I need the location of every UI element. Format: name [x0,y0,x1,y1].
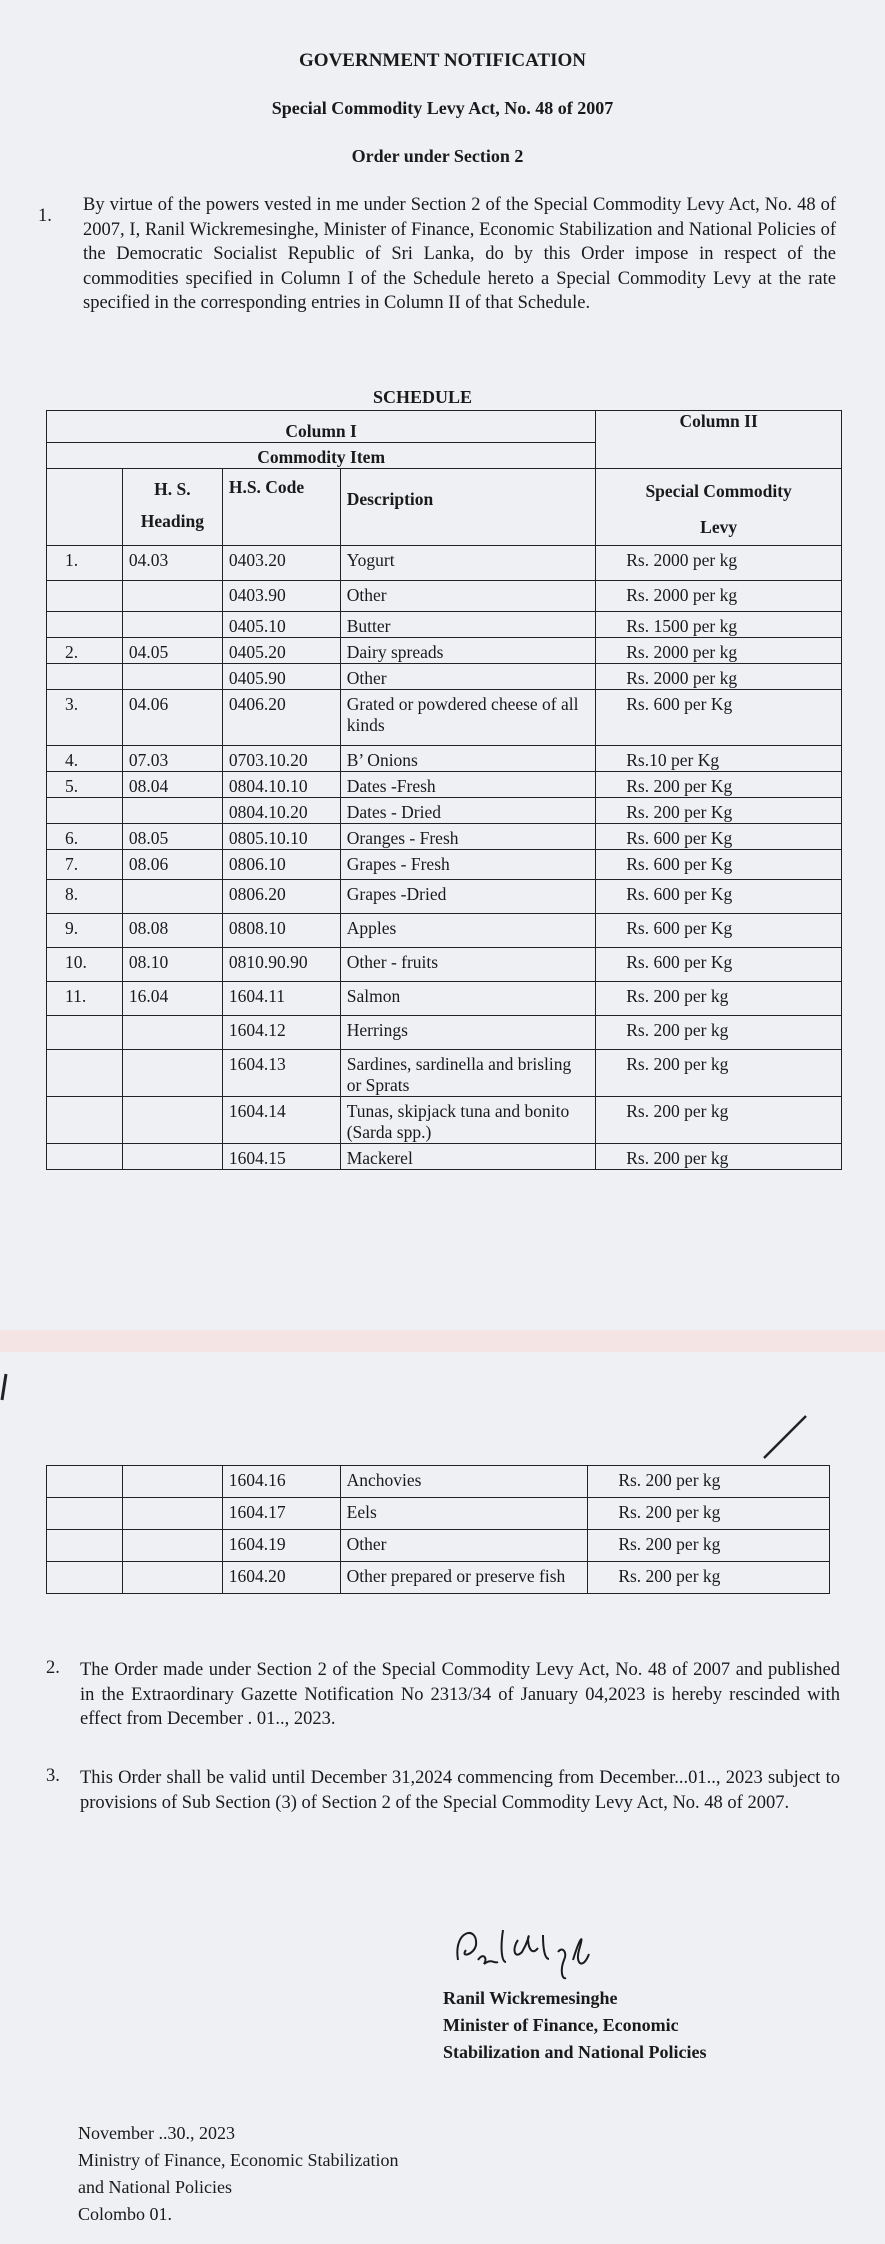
cell-levy: Rs. 600 per Kg [596,850,842,880]
cell-heading: 04.05 [122,638,222,664]
table-row [47,948,842,982]
tick-mark [760,1412,810,1462]
cell-heading [122,1562,222,1594]
cell-heading [122,1530,222,1562]
paragraph-number: 2. [46,1658,60,1678]
table-row [47,638,842,664]
table-row [47,546,842,581]
cell-desc: Other [340,581,596,612]
cell-desc: Sardines, sardinella and brisling or Sprats [340,1050,596,1097]
cell-code: 1604.14 [222,1097,340,1144]
cell-desc: Anchovies [340,1466,588,1498]
paragraph-two: The Order made under Section 2 of the Special Commodity Levy Act, No. 48 of 2007 and published in the Extraordinary Gazette Notification No 2313/34 of January 04,2023 is hereby rescinded with effect from December . 01.., 2023. [80,1660,840,1729]
cell-levy: Rs. 200 per kg [596,1050,842,1097]
cell-code: 1604.15 [222,1144,340,1170]
cell-code: 0808.10 [222,914,340,948]
cell-no [47,1530,123,1562]
table-row [47,1466,830,1498]
cell-code: 0804.10.20 [222,798,340,824]
paragraph-one: By virtue of the powers vested in me under Section 2 of the Special Commodity Levy Act, No. 48 of 2007, I, Ranil Wickremesinghe, Minister of Finance, Economic Stabilization and National Policies of the Democratic Socialist Republic of Sri Lanka, do by this Order impose in respect of the commodities specified in Column I of the Schedule hereto a Special Commodity Levy at the rate specified in the corresponding entries in Column II of that Schedule. [83,195,836,313]
cell-levy: Rs.10 per Kg [596,746,842,772]
cell-code: 0703.10.20 [222,746,340,772]
cell-no: 11. [47,982,123,1016]
cell-desc: Dates -Fresh [340,772,596,798]
cell-no [47,1466,123,1498]
hs-heading-header: H. S. Heading [122,469,222,546]
cell-levy: Rs. 200 per kg [596,1097,842,1144]
footer-line3: Colombo 01. [78,2204,173,2224]
cell-heading [122,880,222,914]
cell-desc: Oranges - Fresh [340,824,596,850]
cell-levy: Rs. 600 per Kg [596,824,842,850]
cell-code: 0805.10.10 [222,824,340,850]
cell-levy: Rs. 200 per Kg [596,772,842,798]
cell-desc: Other [340,1530,588,1562]
commodity-item-header: Commodity Item [47,443,596,469]
cell-code: 1604.11 [222,982,340,1016]
cell-heading [122,1097,222,1144]
cell-code: 0406.20 [222,690,340,746]
act-title: Special Commodity Levy Act, No. 48 of 2007 [271,98,614,118]
paragraph-three: This Order shall be valid until December 31,2024 commencing from December...01.., 2023 subject to provisions of Sub Section (3) of Section 2 of the Special Commodity Levy Act, No. 48 of 2007. [80,1768,840,1813]
cell-heading [122,1466,222,1498]
table-row [47,1530,830,1562]
cell-heading [122,581,222,612]
cell-desc: Herrings [340,1016,596,1050]
cell-levy: Rs. 200 per kg [596,982,842,1016]
cell-no: 5. [47,772,123,798]
cell-heading: 08.06 [122,850,222,880]
cell-desc: B’ Onions [340,746,596,772]
cell-code: 1604.13 [222,1050,340,1097]
cell-desc: Yogurt [340,546,596,581]
paragraph-number: 3. [46,1766,60,1786]
table-row [47,1144,842,1170]
cell-heading: 16.04 [122,982,222,1016]
cell-no: 7. [47,850,123,880]
cell-levy: Rs. 200 per kg [588,1562,830,1594]
signatory-title-line2: Stabilization and National Policies [443,2042,707,2062]
cell-desc: Other [340,664,596,690]
table-row [47,746,842,772]
column-two-header: Column II [596,411,842,469]
cell-no: 6. [47,824,123,850]
cell-no [47,1498,123,1530]
cell-heading: 04.03 [122,546,222,581]
cell-levy: Rs. 2000 per kg [596,638,842,664]
cell-no: 2. [47,638,123,664]
column-one-header: Column I [47,411,596,443]
table-row [47,772,842,798]
cell-code: 0405.90 [222,664,340,690]
cell-code: 0806.10 [222,850,340,880]
cell-heading [122,1144,222,1170]
schedule-table [46,410,842,1170]
cell-no [47,664,123,690]
cell-heading [122,798,222,824]
table-row [47,1562,830,1594]
cell-heading: 08.04 [122,772,222,798]
cell-desc: Mackerel [340,1144,596,1170]
table-row [47,850,842,880]
signatory-name: Ranil Wickremesinghe [443,1988,618,2008]
cell-code: 1604.19 [222,1530,340,1562]
signatory-title-line1: Minister of Finance, Economic [443,2015,679,2035]
table-row [47,664,842,690]
cell-no [47,1562,123,1594]
cell-levy: Rs. 600 per Kg [596,690,842,746]
cell-desc: Grapes - Fresh [340,850,596,880]
cell-no: 9. [47,914,123,948]
cell-no: 8. [47,880,123,914]
cell-no [47,1097,123,1144]
scan-mark [0,1372,12,1412]
cell-desc: Dates - Dried [340,798,596,824]
table-row [47,581,842,612]
cell-heading: 07.03 [122,746,222,772]
cell-desc: Tunas, skipjack tuna and bonito (Sarda spp.) [340,1097,596,1144]
cell-code: 1604.17 [222,1498,340,1530]
order-title: Order under Section 2 [351,146,524,166]
cell-code: 0804.10.10 [222,772,340,798]
table-row [47,880,842,914]
table-row [47,914,842,948]
table-row [47,1097,842,1144]
footer-line2: and National Policies [78,2177,232,2197]
cell-levy: Rs. 600 per Kg [596,914,842,948]
cell-code: 1604.20 [222,1562,340,1594]
cell-levy: Rs. 2000 per kg [596,581,842,612]
cell-code: 1604.16 [222,1466,340,1498]
footer-block [78,2120,398,2228]
cell-code: 0403.90 [222,581,340,612]
cell-no [47,798,123,824]
cell-heading [122,1050,222,1097]
cell-no: 3. [47,690,123,746]
page-two [0,1352,885,2244]
cell-code: 0405.10 [222,612,340,638]
cell-code: 0806.20 [222,880,340,914]
cell-heading: 08.10 [122,948,222,982]
cell-heading [122,612,222,638]
cell-levy: Rs. 200 per kg [588,1530,830,1562]
schedule-title: SCHEDULE [372,387,473,407]
table-row [47,798,842,824]
cell-levy: Rs. 600 per Kg [596,948,842,982]
cell-no [47,1144,123,1170]
cell-levy: Rs. 200 per kg [588,1466,830,1498]
table-row [47,690,842,746]
cell-levy: Rs. 200 per kg [596,1144,842,1170]
table-row [47,1050,842,1097]
table-row [47,1498,830,1530]
cell-levy: Rs. 200 per Kg [596,798,842,824]
cell-desc: Other prepared or preserve fish [340,1562,588,1594]
footer-date: November ..30., 2023 [78,2123,235,2143]
cell-no: 1. [47,546,123,581]
notification-title: GOVERNMENT NOTIFICATION [299,50,586,71]
cell-desc: Butter [340,612,596,638]
footer-line1: Ministry of Finance, Economic Stabilization [78,2150,399,2170]
cell-heading [122,664,222,690]
cell-no [47,1050,123,1097]
cell-heading: 08.05 [122,824,222,850]
cell-code: 0810.90.90 [222,948,340,982]
signatory-block [443,1985,707,2066]
levy-header: Special Commodity Levy [596,469,842,546]
cell-heading: 04.06 [122,690,222,746]
cell-code: 1604.12 [222,1016,340,1050]
table-row [47,982,842,1016]
cell-no [47,1016,123,1050]
cell-levy: Rs. 200 per kg [588,1498,830,1530]
paragraph-number: 1. [38,206,52,226]
cell-desc: Other - fruits [340,948,596,982]
table-row [47,1016,842,1050]
table-row [47,824,842,850]
cell-levy: Rs. 200 per kg [596,1016,842,1050]
cell-desc: Apples [340,914,596,948]
cell-no [47,612,123,638]
cell-desc: Eels [340,1498,588,1530]
signature [448,1920,638,1990]
schedule-table-continued [46,1465,830,1594]
cell-code: 0405.20 [222,638,340,664]
cell-desc: Salmon [340,982,596,1016]
cell-desc: Dairy spreads [340,638,596,664]
cell-levy: Rs. 1500 per kg [596,612,842,638]
cell-desc: Grated or powdered cheese of all kinds [340,690,596,746]
hs-code-header: H.S. Code [222,469,340,546]
cell-levy: Rs. 2000 per kg [596,664,842,690]
cell-no: 10. [47,948,123,982]
cell-heading [122,1498,222,1530]
cell-desc: Grapes -Dried [340,880,596,914]
cell-no [47,581,123,612]
cell-code: 0403.20 [222,546,340,581]
cell-heading [122,1016,222,1050]
cell-heading: 08.08 [122,914,222,948]
page-separator [0,1330,885,1352]
description-header: Description [340,469,596,546]
cell-levy: Rs. 2000 per kg [596,546,842,581]
cell-levy: Rs. 600 per Kg [596,880,842,914]
table-row [47,612,842,638]
cell-no: 4. [47,746,123,772]
number-header [47,469,123,546]
